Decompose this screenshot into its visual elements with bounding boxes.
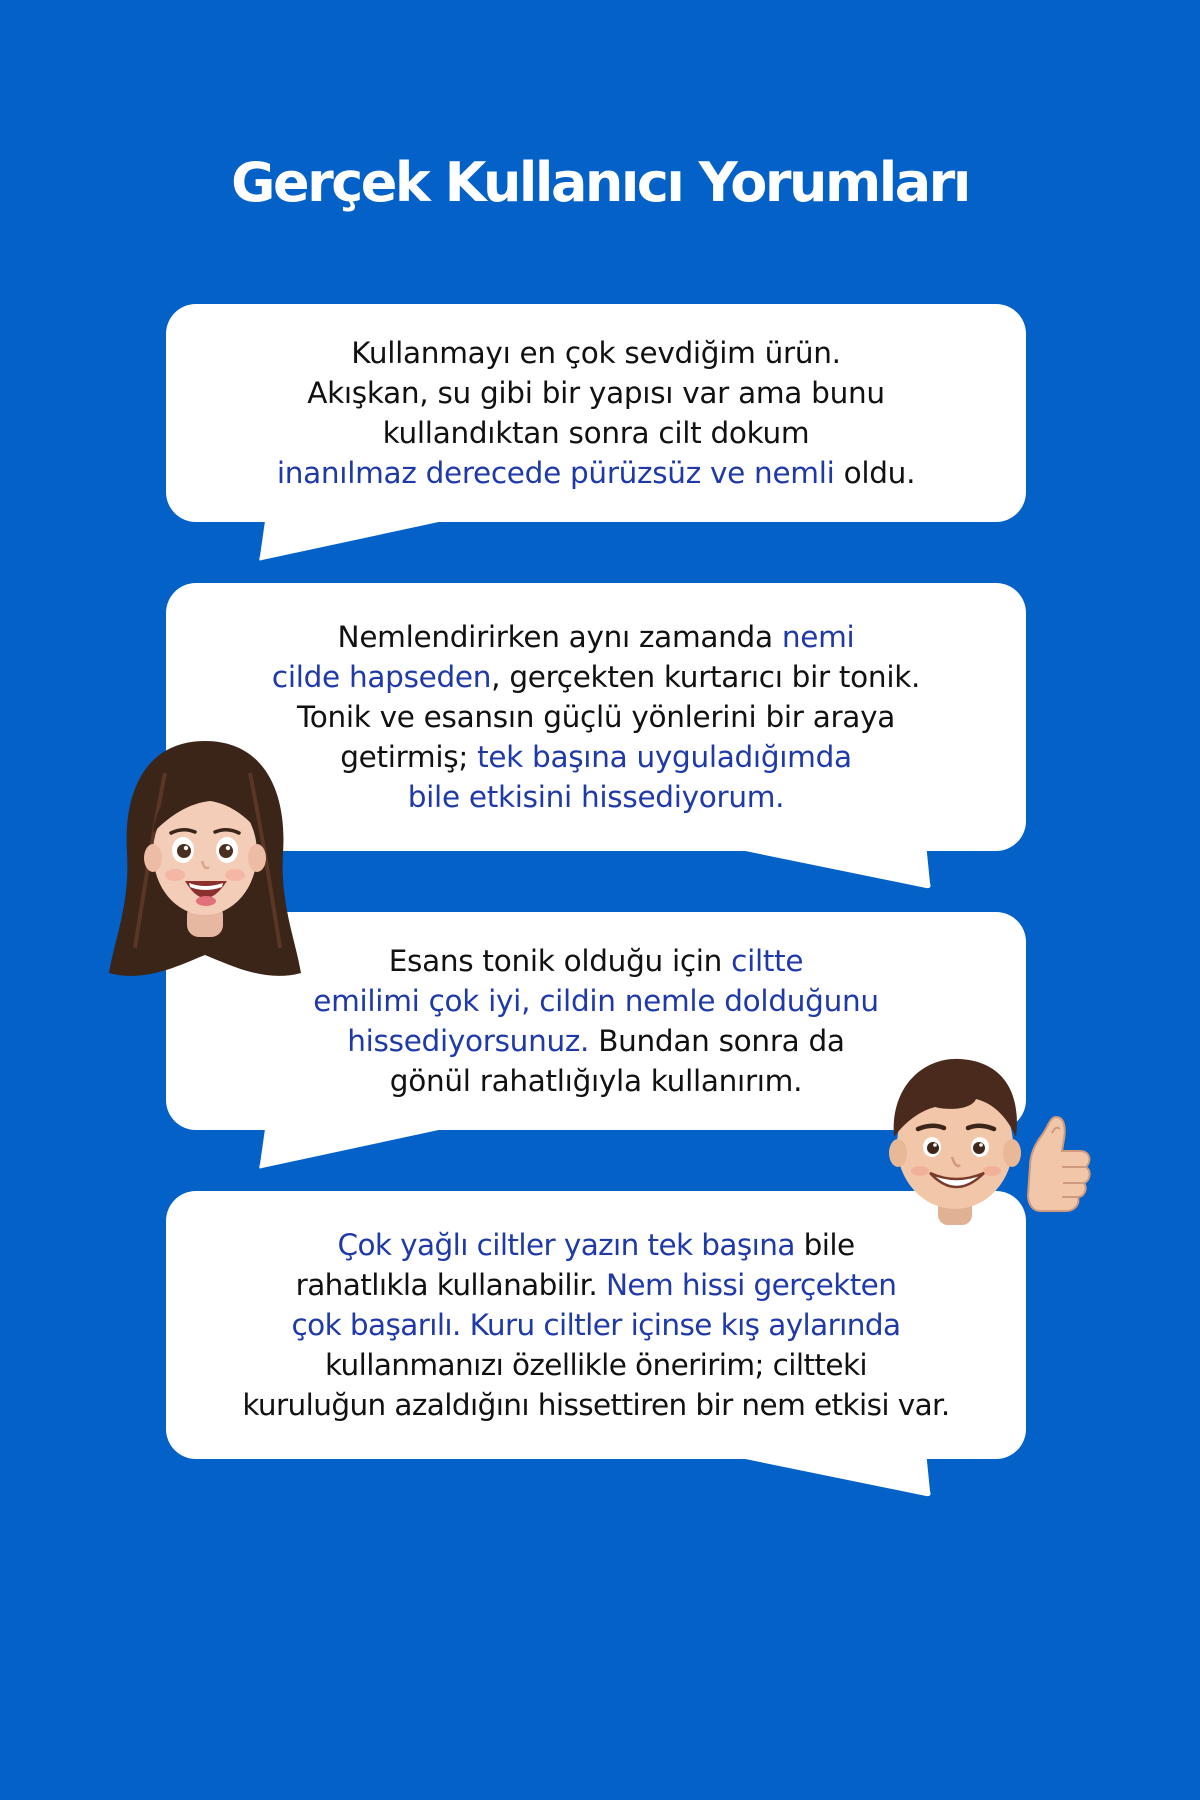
review-text xyxy=(277,333,915,493)
review-text-segment: Tonik ve esansın güçlü yönlerini bir araya xyxy=(296,700,896,734)
review-text-segment: , gerçekten kurtarıcı bir tonik. xyxy=(491,660,921,694)
review-line xyxy=(242,1305,949,1345)
highlighted-text: hissediyorsunuz. xyxy=(347,1024,590,1058)
review-line xyxy=(242,1345,949,1385)
review-line xyxy=(277,333,915,373)
review-text-segment: rahatlıkla kullanabilir. xyxy=(295,1268,606,1302)
review-text-segment: oldu. xyxy=(834,456,916,490)
review-text-segment: Nemlendirirken aynı zamanda xyxy=(337,620,782,654)
review-line xyxy=(277,373,915,413)
highlighted-text: emilimi çok iyi, cildin nemle dolduğunu xyxy=(313,984,879,1018)
highlighted-text: cilde hapseden xyxy=(271,660,492,694)
review-line xyxy=(272,657,920,697)
review-line xyxy=(272,697,920,737)
review-text xyxy=(313,941,879,1101)
highlighted-text: tek başına uyguladığımda xyxy=(477,740,852,774)
highlighted-text: Nem hissi gerçekten xyxy=(605,1268,897,1302)
review-text-segment: bile xyxy=(794,1228,855,1262)
review-text xyxy=(272,617,920,817)
review-line xyxy=(272,737,920,777)
review-line xyxy=(242,1225,949,1265)
review-bubble-1 xyxy=(166,304,1026,522)
highlighted-text: ciltte xyxy=(731,944,804,978)
highlighted-text: nemi xyxy=(781,620,855,654)
review-text-segment: Esans tonik olduğu için xyxy=(388,944,732,978)
page-title: Gerçek Kullanıcı Yorumları xyxy=(231,151,969,214)
review-line xyxy=(272,777,920,817)
review-line xyxy=(277,413,915,453)
male-avatar-icon xyxy=(880,1045,1095,1265)
review-text xyxy=(242,1225,949,1425)
review-text-segment: kullanmanızı özellikle öneririm; ciltteki xyxy=(324,1348,868,1382)
review-line xyxy=(277,453,915,493)
review-line xyxy=(242,1385,949,1425)
review-line xyxy=(272,617,920,657)
review-line xyxy=(242,1265,949,1305)
review-text-segment: kullandıktan sonra cilt dokum xyxy=(382,416,810,450)
review-line xyxy=(313,941,879,981)
review-text-segment: getirmiş; xyxy=(340,740,478,774)
highlighted-text: bile etkisini hissediyorum. xyxy=(407,780,785,814)
highlighted-text: inanılmaz derecede pürüzsüz ve nemli xyxy=(276,456,835,490)
review-text-segment: Akışkan, su gibi bir yapısı var ama bunu xyxy=(307,376,885,410)
female-avatar-icon xyxy=(105,733,305,988)
review-text-segment: Bundan sonra da xyxy=(589,1024,845,1058)
review-line xyxy=(313,981,879,1021)
highlighted-text: Çok yağlı ciltler yazın tek başına xyxy=(337,1228,795,1262)
review-line xyxy=(313,1061,879,1101)
review-text-segment: kuruluğun azaldığını hissettiren bir nem etkisi var. xyxy=(242,1388,950,1422)
review-line xyxy=(313,1021,879,1061)
review-text-segment: Kullanmayı en çok sevdiğim ürün. xyxy=(351,336,841,370)
review-text-segment: gönül rahatlığıyla kullanırım. xyxy=(389,1064,803,1098)
highlighted-text: çok başarılı. Kuru ciltler içinse kış aylarında xyxy=(291,1308,901,1342)
